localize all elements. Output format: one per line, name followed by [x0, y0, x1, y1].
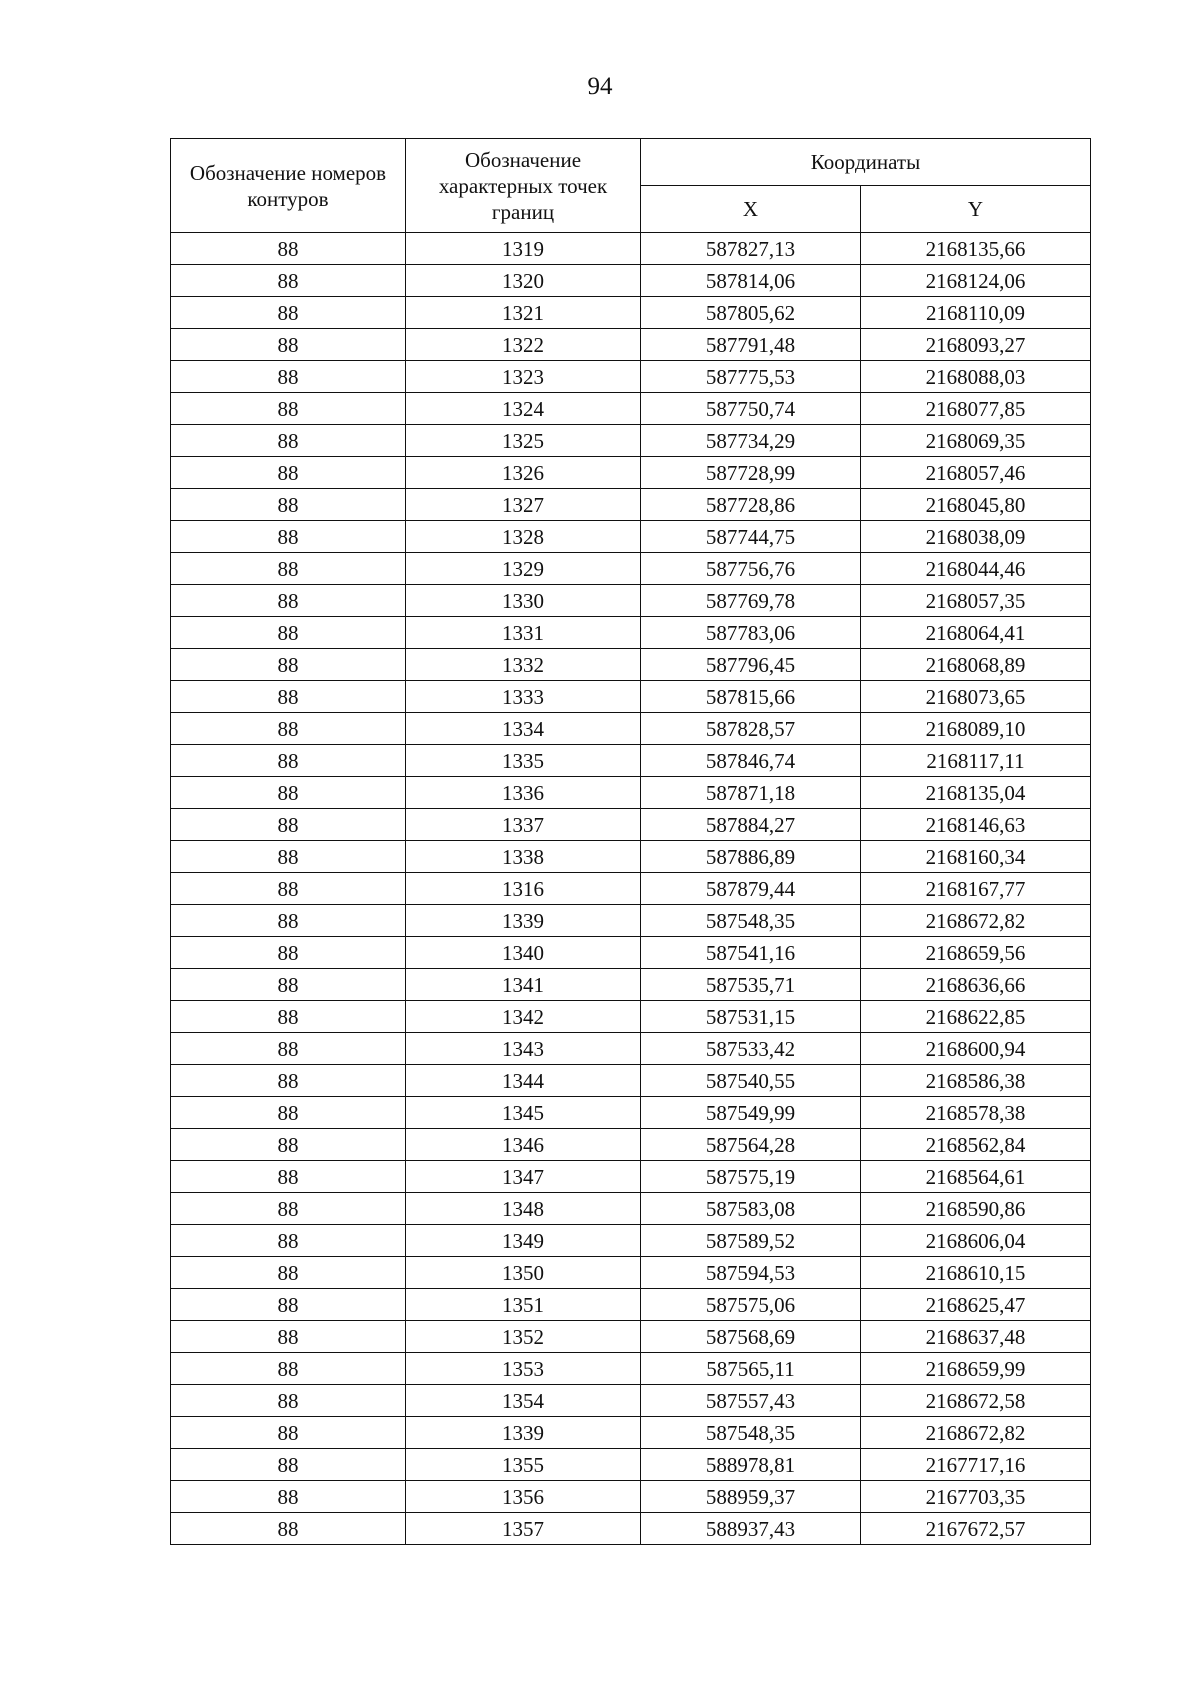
table-row	[171, 649, 1091, 681]
y-cell: 2168117,11	[861, 745, 1091, 777]
point-cell: 1322	[406, 329, 641, 361]
contour-cell: 88	[171, 649, 406, 681]
table-row	[171, 1129, 1091, 1161]
table-row	[171, 297, 1091, 329]
table-row	[171, 681, 1091, 713]
y-cell: 2168672,82	[861, 905, 1091, 937]
x-cell: 587568,69	[641, 1321, 861, 1353]
table-row	[171, 233, 1091, 265]
point-cell: 1323	[406, 361, 641, 393]
y-cell: 2168057,46	[861, 457, 1091, 489]
contour-cell: 88	[171, 521, 406, 553]
x-cell: 587583,08	[641, 1193, 861, 1225]
point-cell: 1319	[406, 233, 641, 265]
header-coordinates: Координаты	[641, 139, 1091, 186]
contour-cell: 88	[171, 233, 406, 265]
contour-cell: 88	[171, 1481, 406, 1513]
table-row	[171, 1513, 1091, 1545]
point-cell: 1339	[406, 905, 641, 937]
table-row	[171, 1161, 1091, 1193]
x-cell: 587750,74	[641, 393, 861, 425]
table-row	[171, 585, 1091, 617]
x-cell: 587565,11	[641, 1353, 861, 1385]
x-cell: 587594,53	[641, 1257, 861, 1289]
x-cell: 587805,62	[641, 297, 861, 329]
contour-cell: 88	[171, 1065, 406, 1097]
x-cell: 588937,43	[641, 1513, 861, 1545]
x-cell: 587728,86	[641, 489, 861, 521]
contour-cell: 88	[171, 361, 406, 393]
header-contour: Обозначение номеров контуров	[171, 139, 406, 233]
table-row	[171, 1385, 1091, 1417]
y-cell: 2168146,63	[861, 809, 1091, 841]
x-cell: 587775,53	[641, 361, 861, 393]
y-cell: 2168167,77	[861, 873, 1091, 905]
point-cell: 1346	[406, 1129, 641, 1161]
contour-cell: 88	[171, 777, 406, 809]
contour-cell: 88	[171, 841, 406, 873]
contour-cell: 88	[171, 969, 406, 1001]
y-cell: 2168606,04	[861, 1225, 1091, 1257]
point-cell: 1337	[406, 809, 641, 841]
point-cell: 1348	[406, 1193, 641, 1225]
table-row	[171, 393, 1091, 425]
y-cell: 2168636,66	[861, 969, 1091, 1001]
y-cell: 2168160,34	[861, 841, 1091, 873]
y-cell: 2168093,27	[861, 329, 1091, 361]
y-cell: 2168659,56	[861, 937, 1091, 969]
y-cell: 2168088,03	[861, 361, 1091, 393]
y-cell: 2168578,38	[861, 1097, 1091, 1129]
y-cell: 2168045,80	[861, 489, 1091, 521]
contour-cell: 88	[171, 905, 406, 937]
x-cell: 587871,18	[641, 777, 861, 809]
x-cell: 587564,28	[641, 1129, 861, 1161]
y-cell: 2168600,94	[861, 1033, 1091, 1065]
x-cell: 587783,06	[641, 617, 861, 649]
table-row	[171, 361, 1091, 393]
y-cell: 2168590,86	[861, 1193, 1091, 1225]
table-row	[171, 969, 1091, 1001]
table-row	[171, 905, 1091, 937]
point-cell: 1326	[406, 457, 641, 489]
table-row	[171, 329, 1091, 361]
table-row	[171, 617, 1091, 649]
point-cell: 1325	[406, 425, 641, 457]
y-cell: 2168564,61	[861, 1161, 1091, 1193]
table-row	[171, 1097, 1091, 1129]
contour-cell: 88	[171, 489, 406, 521]
contour-cell: 88	[171, 425, 406, 457]
contour-cell: 88	[171, 1257, 406, 1289]
x-cell: 588978,81	[641, 1449, 861, 1481]
y-cell: 2168089,10	[861, 713, 1091, 745]
y-cell: 2168562,84	[861, 1129, 1091, 1161]
y-cell: 2168064,41	[861, 617, 1091, 649]
contour-cell: 88	[171, 1129, 406, 1161]
x-cell: 587828,57	[641, 713, 861, 745]
contour-cell: 88	[171, 713, 406, 745]
x-cell: 587531,15	[641, 1001, 861, 1033]
x-cell: 587557,43	[641, 1385, 861, 1417]
point-cell: 1343	[406, 1033, 641, 1065]
x-cell: 587575,06	[641, 1289, 861, 1321]
contour-cell: 88	[171, 329, 406, 361]
table-row	[171, 745, 1091, 777]
contour-cell: 88	[171, 1513, 406, 1545]
point-cell: 1331	[406, 617, 641, 649]
table-row	[171, 425, 1091, 457]
point-cell: 1355	[406, 1449, 641, 1481]
contour-cell: 88	[171, 617, 406, 649]
point-cell: 1316	[406, 873, 641, 905]
table-row	[171, 553, 1091, 585]
table-row	[171, 1289, 1091, 1321]
contour-cell: 88	[171, 1193, 406, 1225]
x-cell: 587815,66	[641, 681, 861, 713]
y-cell: 2168135,66	[861, 233, 1091, 265]
contour-cell: 88	[171, 553, 406, 585]
contour-cell: 88	[171, 1225, 406, 1257]
point-cell: 1330	[406, 585, 641, 617]
y-cell: 2168586,38	[861, 1065, 1091, 1097]
x-cell: 587886,89	[641, 841, 861, 873]
y-cell: 2168124,06	[861, 265, 1091, 297]
contour-cell: 88	[171, 1001, 406, 1033]
point-cell: 1351	[406, 1289, 641, 1321]
point-cell: 1336	[406, 777, 641, 809]
header-y: Y	[861, 186, 1091, 233]
point-cell: 1321	[406, 297, 641, 329]
table-row	[171, 1225, 1091, 1257]
point-cell: 1356	[406, 1481, 641, 1513]
contour-cell: 88	[171, 1161, 406, 1193]
y-cell: 2168135,04	[861, 777, 1091, 809]
y-cell: 2168659,99	[861, 1353, 1091, 1385]
y-cell: 2168044,46	[861, 553, 1091, 585]
table-row	[171, 1257, 1091, 1289]
x-cell: 587884,27	[641, 809, 861, 841]
x-cell: 587533,42	[641, 1033, 861, 1065]
point-cell: 1341	[406, 969, 641, 1001]
x-cell: 587814,06	[641, 265, 861, 297]
point-cell: 1339	[406, 1417, 641, 1449]
x-cell: 587879,44	[641, 873, 861, 905]
contour-cell: 88	[171, 1033, 406, 1065]
table-row	[171, 1417, 1091, 1449]
point-cell: 1338	[406, 841, 641, 873]
header-x: X	[641, 186, 861, 233]
x-cell: 587548,35	[641, 1417, 861, 1449]
coordinates-table	[170, 138, 1091, 1545]
x-cell: 587575,19	[641, 1161, 861, 1193]
table-row	[171, 265, 1091, 297]
x-cell: 587744,75	[641, 521, 861, 553]
point-cell: 1328	[406, 521, 641, 553]
table-row	[171, 873, 1091, 905]
table-row	[171, 489, 1091, 521]
contour-cell: 88	[171, 809, 406, 841]
contour-cell: 88	[171, 265, 406, 297]
point-cell: 1347	[406, 1161, 641, 1193]
contour-cell: 88	[171, 681, 406, 713]
y-cell: 2167717,16	[861, 1449, 1091, 1481]
x-cell: 587535,71	[641, 969, 861, 1001]
contour-cell: 88	[171, 1417, 406, 1449]
table-row	[171, 1321, 1091, 1353]
y-cell: 2167703,35	[861, 1481, 1091, 1513]
x-cell: 587589,52	[641, 1225, 861, 1257]
table-row	[171, 841, 1091, 873]
table-row	[171, 1481, 1091, 1513]
table-row	[171, 937, 1091, 969]
contour-cell: 88	[171, 457, 406, 489]
x-cell: 587541,16	[641, 937, 861, 969]
page-number: 94	[587, 73, 613, 100]
x-cell: 587796,45	[641, 649, 861, 681]
point-cell: 1342	[406, 1001, 641, 1033]
contour-cell: 88	[171, 937, 406, 969]
contour-cell: 88	[171, 1289, 406, 1321]
point-cell: 1344	[406, 1065, 641, 1097]
table-body	[171, 233, 1091, 1545]
y-cell: 2167672,57	[861, 1513, 1091, 1545]
y-cell: 2168610,15	[861, 1257, 1091, 1289]
point-cell: 1349	[406, 1225, 641, 1257]
point-cell: 1345	[406, 1097, 641, 1129]
contour-cell: 88	[171, 297, 406, 329]
table-row	[171, 809, 1091, 841]
contour-cell: 88	[171, 1353, 406, 1385]
point-cell: 1352	[406, 1321, 641, 1353]
contour-cell: 88	[171, 393, 406, 425]
point-cell: 1354	[406, 1385, 641, 1417]
x-cell: 587756,76	[641, 553, 861, 585]
table-row	[171, 1449, 1091, 1481]
x-cell: 587734,29	[641, 425, 861, 457]
table-row	[171, 1001, 1091, 1033]
y-cell: 2168073,65	[861, 681, 1091, 713]
y-cell: 2168077,85	[861, 393, 1091, 425]
x-cell: 587846,74	[641, 745, 861, 777]
y-cell: 2168672,82	[861, 1417, 1091, 1449]
y-cell: 2168672,58	[861, 1385, 1091, 1417]
contour-cell: 88	[171, 1097, 406, 1129]
point-cell: 1353	[406, 1353, 641, 1385]
y-cell: 2168622,85	[861, 1001, 1091, 1033]
x-cell: 587791,48	[641, 329, 861, 361]
x-cell: 587827,13	[641, 233, 861, 265]
point-cell: 1334	[406, 713, 641, 745]
y-cell: 2168038,09	[861, 521, 1091, 553]
table-row	[171, 713, 1091, 745]
table-row	[171, 521, 1091, 553]
contour-cell: 88	[171, 585, 406, 617]
point-cell: 1332	[406, 649, 641, 681]
table-row	[171, 457, 1091, 489]
table-row	[171, 1193, 1091, 1225]
y-cell: 2168069,35	[861, 425, 1091, 457]
point-cell: 1350	[406, 1257, 641, 1289]
table-row	[171, 1033, 1091, 1065]
contour-cell: 88	[171, 1449, 406, 1481]
contour-cell: 88	[171, 1385, 406, 1417]
table-header	[171, 139, 1091, 233]
y-cell: 2168637,48	[861, 1321, 1091, 1353]
x-cell: 588959,37	[641, 1481, 861, 1513]
x-cell: 587540,55	[641, 1065, 861, 1097]
contour-cell: 88	[171, 745, 406, 777]
point-cell: 1340	[406, 937, 641, 969]
table-row	[171, 1065, 1091, 1097]
point-cell: 1320	[406, 265, 641, 297]
point-cell: 1335	[406, 745, 641, 777]
table-row	[171, 1353, 1091, 1385]
table-row	[171, 777, 1091, 809]
point-cell: 1357	[406, 1513, 641, 1545]
contour-cell: 88	[171, 1321, 406, 1353]
y-cell: 2168110,09	[861, 297, 1091, 329]
y-cell: 2168068,89	[861, 649, 1091, 681]
x-cell: 587728,99	[641, 457, 861, 489]
point-cell: 1333	[406, 681, 641, 713]
y-cell: 2168057,35	[861, 585, 1091, 617]
x-cell: 587548,35	[641, 905, 861, 937]
header-point: Обозначение характерных точек границ	[406, 139, 641, 233]
x-cell: 587549,99	[641, 1097, 861, 1129]
x-cell: 587769,78	[641, 585, 861, 617]
y-cell: 2168625,47	[861, 1289, 1091, 1321]
contour-cell: 88	[171, 873, 406, 905]
point-cell: 1327	[406, 489, 641, 521]
point-cell: 1329	[406, 553, 641, 585]
point-cell: 1324	[406, 393, 641, 425]
